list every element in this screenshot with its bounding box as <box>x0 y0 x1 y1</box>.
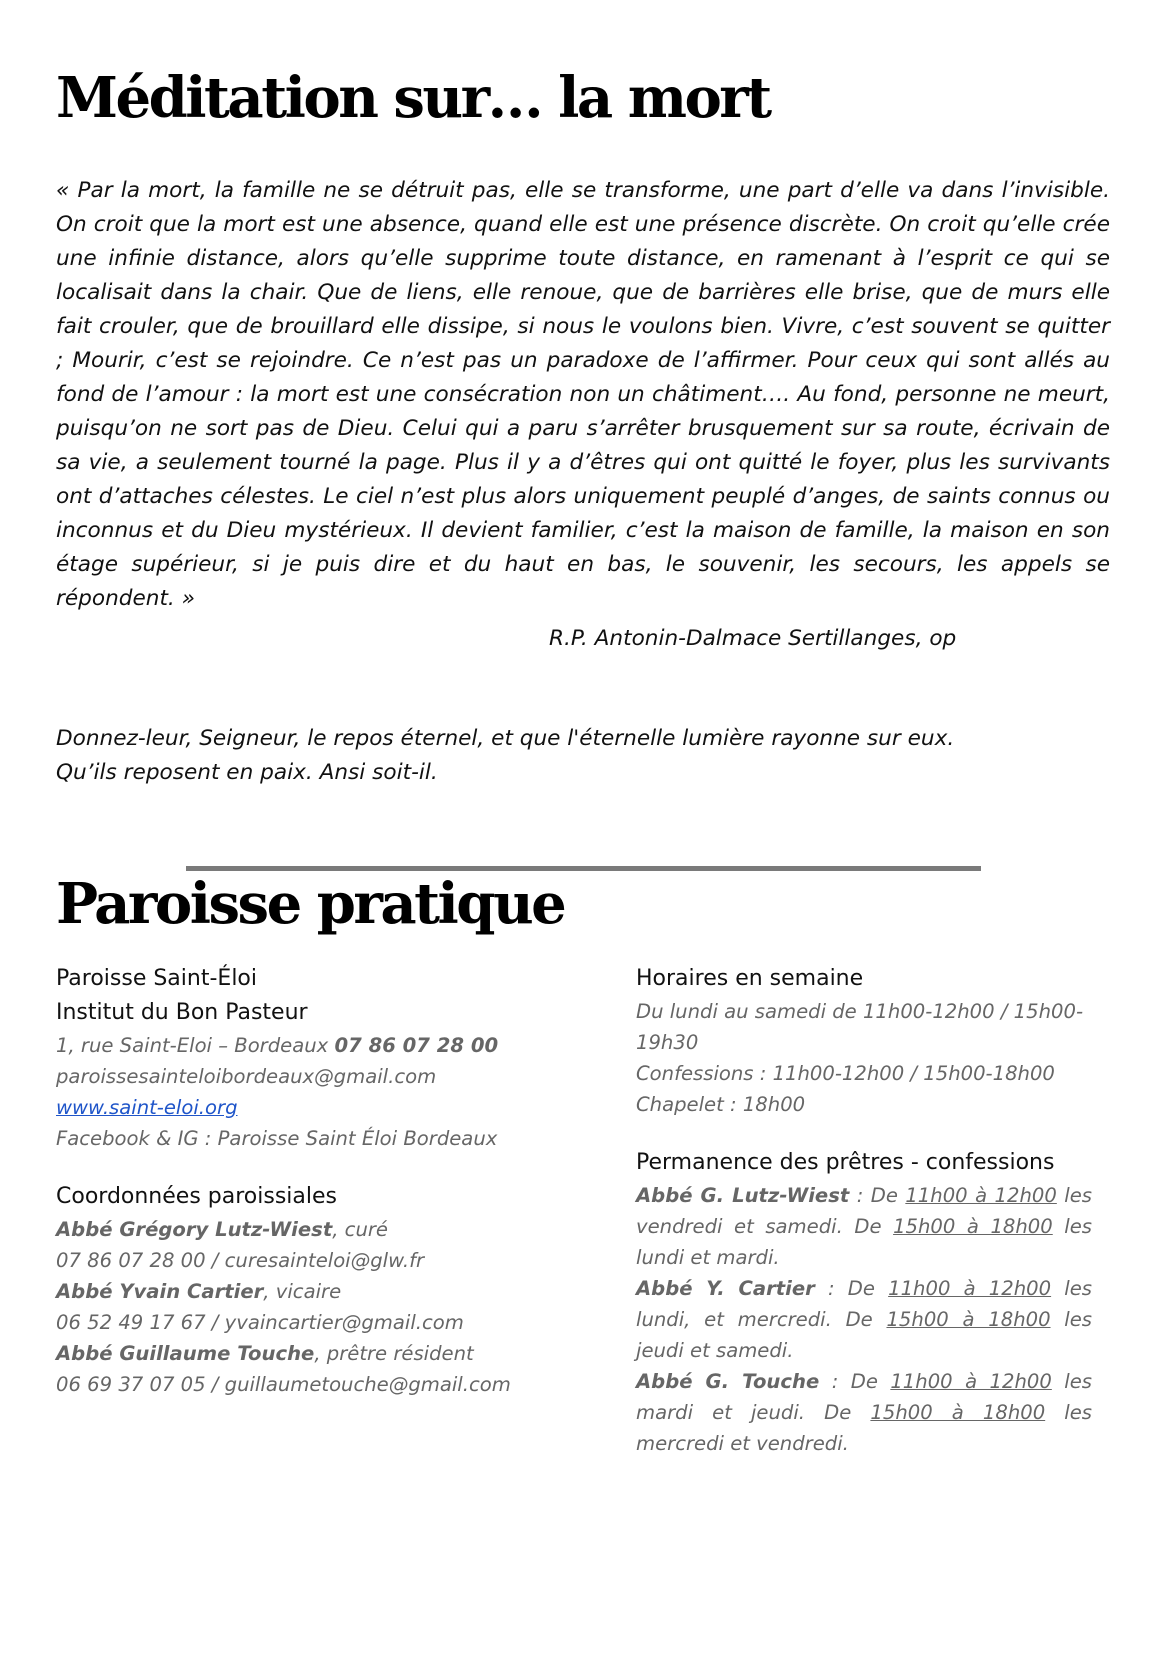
prayer-line-2: Qu’ils reposent en paix. Ansi soit-il. <box>56 760 438 785</box>
social-line: Facebook & IG : Paroisse Saint Éloi Bordeaux <box>56 1127 498 1150</box>
text: les mercredi et vendredi. <box>636 1401 1093 1455</box>
paroisse-title: Paroisse pratique <box>56 871 565 937</box>
priest-name: Abbé Yvain Cartier <box>56 1280 264 1303</box>
horaires-line: Confessions : 11h00-12h00 / 15h00-18h00 <box>636 1062 1055 1085</box>
institute-name: Institut du Bon Pasteur <box>56 1000 308 1025</box>
meditation-quote: « Par la mort, la famille ne se détruit pas, elle se transforme, une part d’elle va dans l’invisible. On croit que la mort est une absence, quand elle est une présence discrète. On croit qu’elle crée une infinie distance, alors qu’elle supprime toute distance, en ramenant à l’esprit ce qui se localisait dans la chair. Que de liens, elle renoue, que de barrières elle brise, que de murs elle fait crouler, que de brouillard elle dissipe, si nous le voulons bien. Vivre, c’est souvent se quitter ; Mourir, c’est se rejoindre. Ce n’est pas un paradoxe de l’affirmer. Pour ceux qui sont allés au fond de l’amour : la mort est une consécration non un châtiment…. Au fond, personne ne meurt, puisqu’on ne sort pas de Dieu. Celui qui a paru s’arrêter brusquement sur sa route, écrivain de sa vie, a seulement tourné la page. Plus il y a d’êtres qui ont quitté le foyer, plus les survivants ont d’attaches célestes. Le ciel n’est plus alors uniquement peuplé d’anges, de saints connus ou inconnus et du Dieu mystérieux. Il devient familier, c’est la maison de famille, la maison en son étage supérieur, si je puis dire et du haut en bas, le souvenir, les secours, les appels se répondent. » <box>56 178 1110 611</box>
address <box>56 1030 556 1061</box>
text: les jeudi et samedi. <box>636 1308 1093 1362</box>
left-column <box>56 962 556 1400</box>
priest-name: Abbé G. Lutz-Wiest <box>636 1184 850 1207</box>
time-slot: 11h00 à 12h00 <box>905 1184 1057 1207</box>
priest-2-name <box>56 1276 556 1307</box>
permanence-entry-1 <box>636 1180 1092 1273</box>
prayer-line-1: Donnez-leur, Seigneur, le repos éternel, et que l'éternelle lumière rayonne sur eux. <box>56 726 955 751</box>
horaires-line: Du lundi au samedi de 11h00-12h00 / 15h00-19h30 <box>636 1000 1084 1054</box>
time-slot: 15h00 à 18h00 <box>893 1215 1053 1238</box>
parish-email: paroissesainteloibordeaux@gmail.com <box>56 1065 437 1088</box>
priest-3-name <box>56 1338 556 1369</box>
text: : De <box>849 1184 906 1207</box>
time-slot: 11h00 à 12h00 <box>890 1370 1052 1393</box>
parish-phone: 07 86 07 28 00 <box>334 1034 499 1057</box>
right-column <box>636 962 1092 1459</box>
priest-1-contact: 07 86 07 28 00 / curesainteloi@glw.fr <box>56 1249 425 1272</box>
time-slot: 15h00 à 18h00 <box>886 1308 1051 1331</box>
address-text: 1, rue Saint-Eloi – Bordeaux <box>56 1034 335 1057</box>
priest-name: Abbé G. Touche <box>636 1370 820 1393</box>
priest-2-contact: 06 52 49 17 67 / yvaincartier@gmail.com <box>56 1311 464 1334</box>
priest-role: , curé <box>332 1218 388 1241</box>
horaires-heading: Horaires en semaine <box>636 966 864 991</box>
permanence-heading: Permanence des prêtres - confessions <box>636 1150 1055 1175</box>
meditation-title: Méditation sur… la mort <box>56 65 770 131</box>
priest-role: , vicaire <box>263 1280 342 1303</box>
text: les vendredi et samedi. De <box>636 1184 1092 1238</box>
priest-name: Abbé Y. Cartier <box>636 1277 815 1300</box>
text: : De <box>819 1370 891 1393</box>
permanence-entry-3 <box>636 1366 1092 1459</box>
coordonnees-heading: Coordonnées paroissiales <box>56 1184 337 1209</box>
text: les mardi et jeudi. De <box>636 1370 1092 1424</box>
text: les lundi, et mercredi. De <box>636 1277 1092 1331</box>
website-link[interactable]: www.saint-eloi.org <box>56 1096 238 1119</box>
time-slot: 15h00 à 18h00 <box>870 1401 1046 1424</box>
text: les lundi et mardi. <box>636 1215 1093 1269</box>
priest-name: Abbé Grégory Lutz-Wiest <box>56 1218 333 1241</box>
priest-role: , prêtre résident <box>314 1342 474 1365</box>
prayer <box>56 722 954 790</box>
horaires-line: Chapelet : 18h00 <box>636 1093 806 1116</box>
priest-3-contact: 06 69 37 07 05 / guillaumetouche@gmail.com <box>56 1373 511 1396</box>
priest-name: Abbé Guillaume Touche <box>56 1342 315 1365</box>
quote-author: R.P. Antonin-Dalmace Sertillanges, op <box>549 626 957 651</box>
time-slot: 11h00 à 12h00 <box>888 1277 1052 1300</box>
text: : De <box>814 1277 889 1300</box>
parish-name: Paroisse Saint-Éloi <box>56 966 257 991</box>
priest-1-name <box>56 1214 556 1245</box>
permanence-entry-2 <box>636 1273 1092 1366</box>
